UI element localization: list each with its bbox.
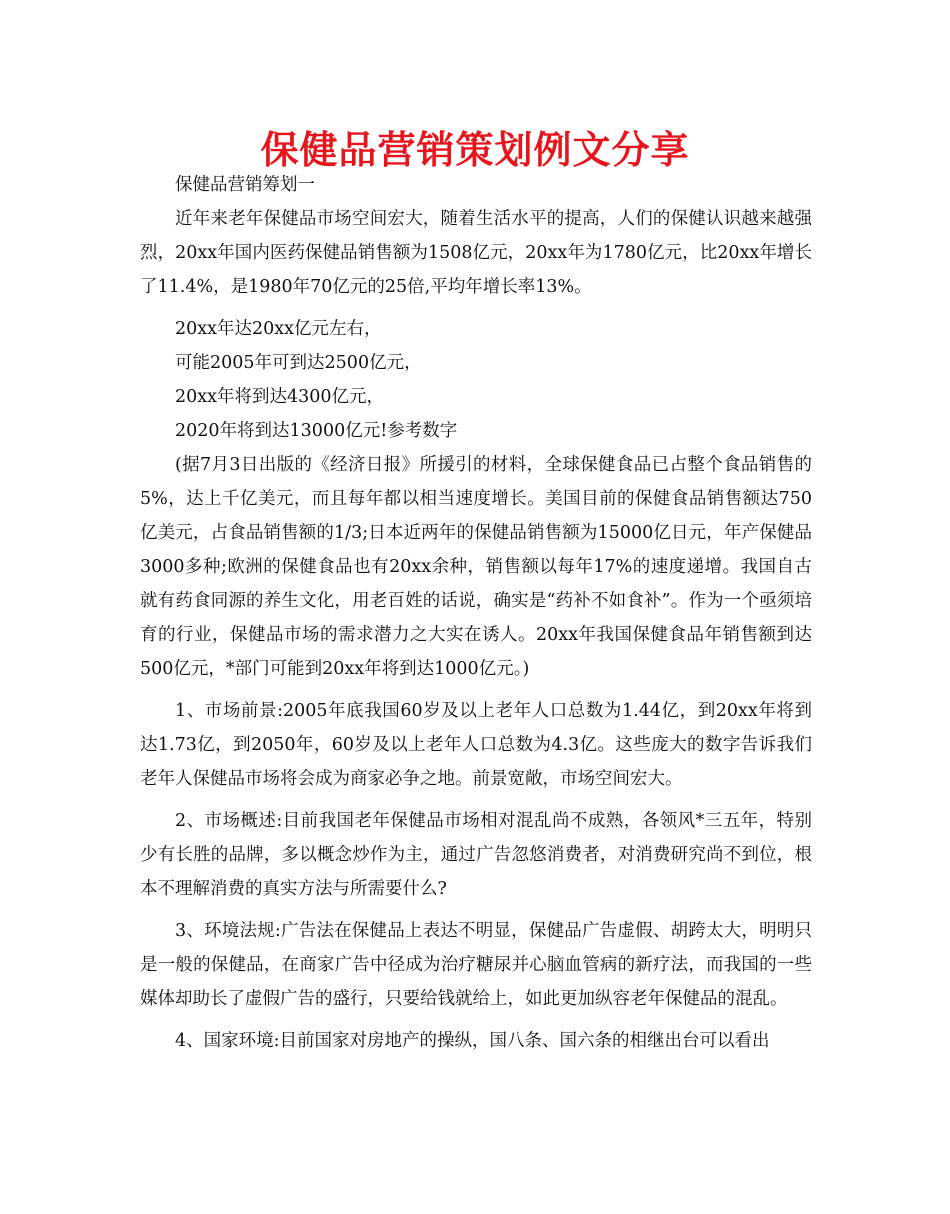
paragraph: 可能2005年可到达2500亿元， — [175, 353, 422, 373]
paragraph: 20xx年达20xx亿元左右， — [175, 319, 382, 339]
paragraph: 近年来老年保健品市场空间宏大，随着生活水平的提高，人们的保健认识越来越强烈，20xx年国内医药保健品销售额为1508亿元，20xx年为1780亿元，比20xx年增长了11.4%，是1980年70亿元的25倍,平均年增长率13%。 — [140, 209, 812, 297]
paragraph: 1、市场前景:2005年底我国60岁及以上老年人口总数为1.44亿，到20xx年将到达1.73亿，到2050年，60岁及以上老年人口总数为4.3亿。这些庞大的数字告诉我们老年人保健品市场将会成为商家必争之地。前景宽敞，市场空间宏大。 — [140, 701, 812, 789]
paragraph: 4、国家环境:目前国家对房地产的操纵，国八条、国六条的相继出台可以看出 — [175, 1031, 770, 1051]
paragraph: (据7月3日出版的《经济日报》所援引的材料，全球保健食品已占整个食品销售的5%，达上千亿美元，而且每年都以相当速度增长。美国目前的保健食品销售额达750亿美元，占食品销售额的1/3;日本近两年的保健品销售额为15000亿日元，年产保健品3000多种;欧洲的保健食品也有20xx余种，销售额以每年17%的速度递增。我国自古就有药食同源的养生文化，用老百姓的话说，确实是“药补不如食补”。作为一个亟须培育的行业，保健品市场的需求潜力之大实在诱人。20xx年我国保健食品年销售额到达500亿元，*部门可能到20xx年将到达1000亿元。) — [140, 455, 812, 679]
document-body — [140, 168, 812, 1058]
document-title: 保健品营销策划例文分享 — [260, 128, 690, 172]
paragraph: 3、环境法规:广告法在保健品上表达不明显，保健品广告虚假、胡跨太大，明明只是一般的保健品，在商家广告中径成为治疗糖尿并心脑血管病的新疗法，而我国的一些媒体却助长了虚假广告的盛行，只要给钱就给上，如此更加纵容老年保健品的混乱。 — [140, 921, 812, 1009]
paragraph: 20xx年将到达4300亿元， — [175, 387, 385, 407]
paragraph: 保健品营销筹划一 — [175, 175, 315, 195]
paragraph: 2020年将到达13000亿元!参考数字 — [175, 421, 458, 441]
paragraph: 2、市场概述:目前我国老年保健品市场相对混乱尚不成熟，各领风*三五年，特别少有长胜的品牌，多以概念炒作为主，通过广告忽悠消费者，对消费研究尚不到位，根本不理解消费的真实方法与所需要什么? — [140, 811, 812, 899]
